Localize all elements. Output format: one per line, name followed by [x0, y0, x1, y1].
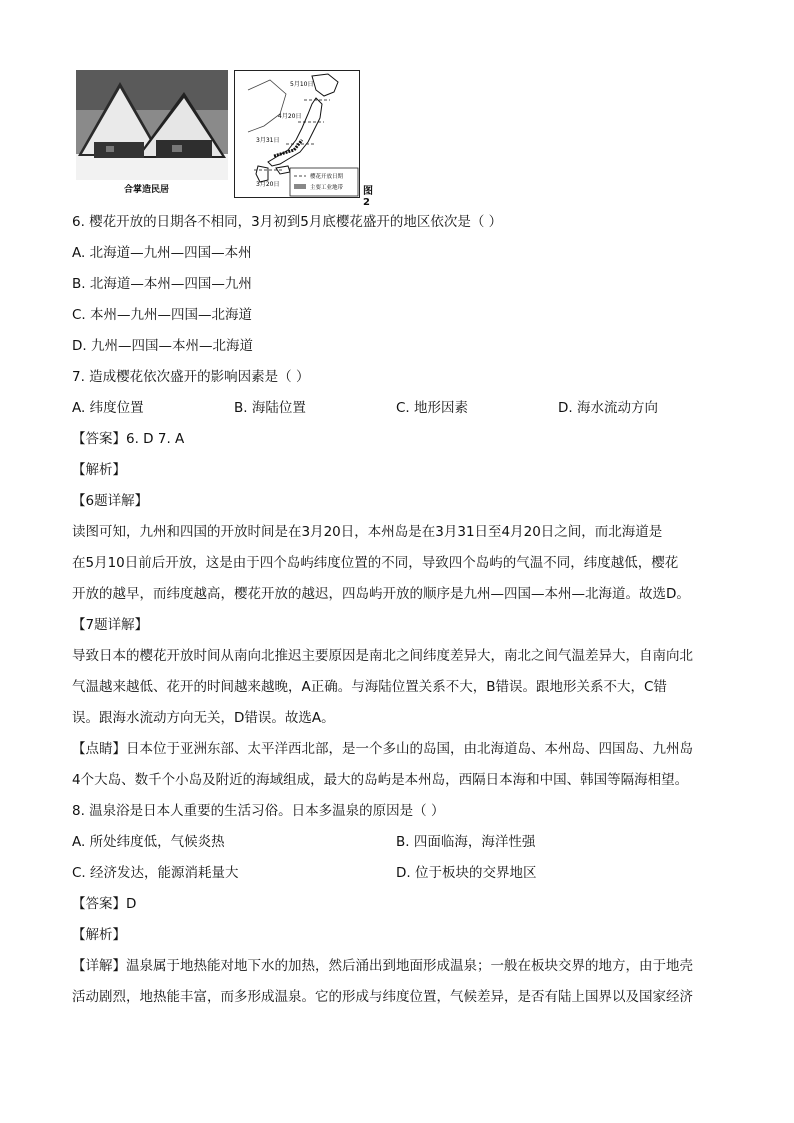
- dianjing-line-1: 【点睛】日本位于亚洲东部、太平洋西北部，是一个多山的岛国，由北海道岛、本州岛、四国岛、九州岛: [72, 741, 693, 757]
- dianjing-line-2: 4个大岛、数千个小岛及附近的海域组成，最大的岛屿是本州岛，西隔日本海和中国、韩国等隔海相望。: [72, 772, 689, 788]
- detail-7-label: 【7题详解】: [72, 617, 149, 633]
- q8-option-c: C. 经济发达，能源消耗量大: [72, 865, 239, 881]
- q8-options-row-1: [72, 832, 722, 863]
- map-label-mar20: 3月20日: [256, 181, 280, 188]
- q8-options-row-2: [72, 863, 722, 894]
- map-label-mar31: 3月31日: [256, 137, 280, 144]
- detail-7-line-1: 导致日本的樱花开放时间从南向北推迟主要原因是南北之间纬度差异大，南北之间气温差异大，自南向北: [72, 648, 693, 664]
- analysis-8-label: 【解析】: [72, 927, 126, 943]
- q7-option-d: D. 海水流动方向: [558, 400, 658, 416]
- document-body: [72, 212, 722, 1018]
- house-photo: [76, 70, 228, 180]
- q6-option-a: A. 北海道—九州—四国—本州: [72, 245, 252, 261]
- q8-option-a: A. 所处纬度低，气候炎热: [72, 834, 225, 850]
- detail-6-line-3: 开放的越早，而纬度越高，樱花开放的越迟，四岛屿开放的顺序是九州—四国—本州—北海道。故选D。: [72, 586, 690, 602]
- legend-industrial-zone: 主要工业地带: [310, 185, 344, 191]
- answer-8: 【答案】D: [72, 896, 137, 912]
- q7-option-b: B. 海陆位置: [234, 400, 306, 416]
- q6-option-d: D. 九州—四国—本州—北海道: [72, 338, 253, 354]
- answer-6-7: 【答案】6. D 7. A: [72, 431, 185, 447]
- detail-7-line-2: 气温越来越低、花开的时间越来越晚，A正确。与海陆位置关系不大，B错误。跟地形关系不大，C错: [72, 679, 667, 695]
- detail-7-line-3: 误。跟海水流动方向无关，D错误。故选A。: [72, 710, 335, 726]
- analysis-label: 【解析】: [72, 462, 126, 478]
- map-label-may10: 5月10日: [290, 81, 314, 88]
- q7-options: [72, 398, 722, 429]
- q8-option-d: D. 位于板块的交界地区: [396, 865, 537, 881]
- detail-8-line-1: 【详解】温泉属于地热能对地下水的加热，然后涌出到地面形成温泉；一般在板块交界的地方，由于地壳: [72, 958, 693, 974]
- japan-map: [234, 70, 360, 198]
- figure-label: 图2: [363, 186, 373, 208]
- photo-caption: 合掌造民居: [124, 185, 170, 195]
- detail-8-line-2: 活动剧烈，地热能丰富，而多形成温泉。它的形成与纬度位置，气候差异，是否有陆上国界以及国家经济: [72, 989, 693, 1005]
- q8-stem: 8. 温泉浴是日本人重要的生活习俗。日本多温泉的原因是（ ）: [72, 803, 445, 819]
- detail-6-label: 【6题详解】: [72, 493, 149, 509]
- detail-6-line-1: 读图可知，九州和四国的开放时间是在3月20日，本州岛是在3月31日至4月20日之间，而北海道是: [72, 524, 663, 540]
- figure-area: [76, 70, 373, 208]
- q7-stem: 7. 造成樱花依次盛开的影响因素是（ ）: [72, 369, 310, 385]
- map-label-apr20: 4月20日: [278, 113, 302, 120]
- q6-option-c: C. 本州—九州—四国—北海道: [72, 307, 253, 323]
- q6-stem: 6. 樱花开放的日期各不相同，3月初到5月底樱花盛开的地区依次是（ ）: [72, 214, 503, 230]
- q6-option-b: B. 北海道—本州—四国—九州: [72, 276, 252, 292]
- q8-option-b: B. 四面临海，海洋性强: [396, 834, 536, 850]
- q7-option-a: A. 纬度位置: [72, 400, 144, 416]
- detail-6-line-2: 在5月10日前后开放，这是由于四个岛屿纬度位置的不同，导致四个岛屿的气温不同，纬度越低，樱花: [72, 555, 679, 571]
- legend-bloom-date: 樱花开放日期: [310, 174, 344, 180]
- q7-option-c: C. 地形因素: [396, 400, 469, 416]
